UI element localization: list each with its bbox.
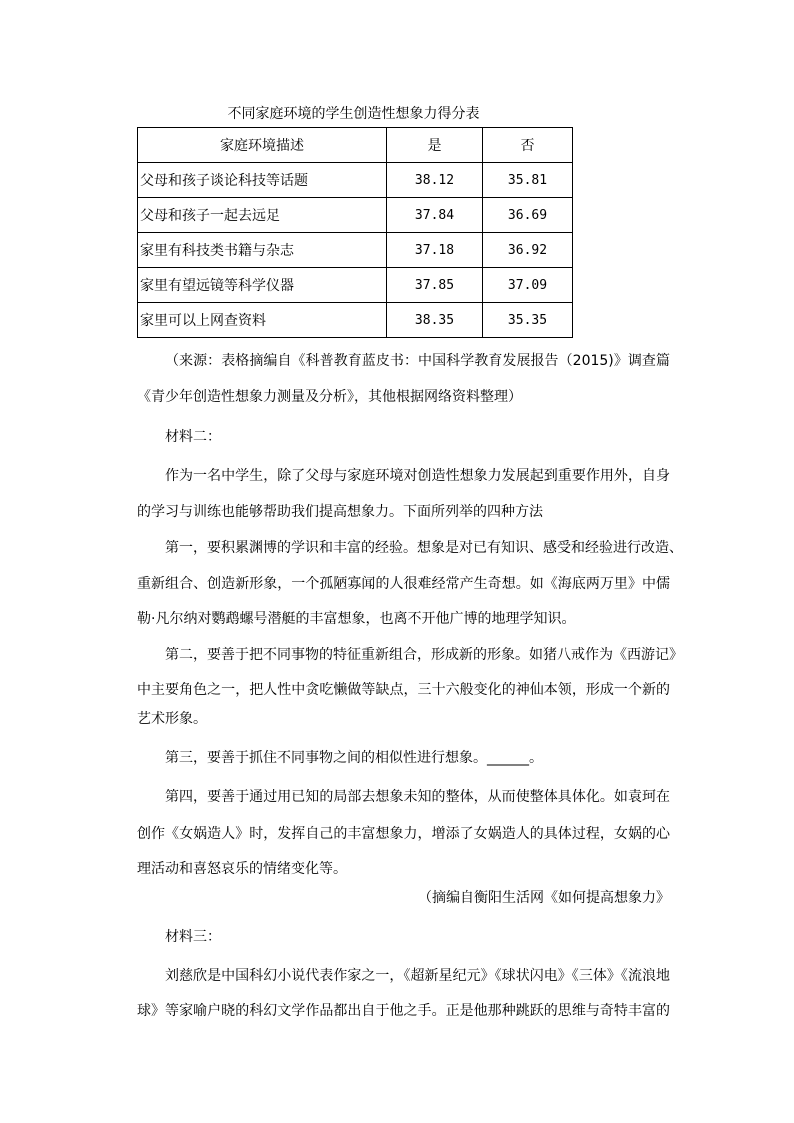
paragraph-line: 作为一名中学生，除了父母与家庭环境对创造性想象力发展起到重要作用外，自身 [165, 468, 670, 484]
cell-description: 家里有望远镜等科学仪器 [138, 268, 387, 303]
header-description: 家庭环境描述 [138, 128, 387, 163]
cell-no: 36.92 [483, 233, 573, 268]
paragraph-line: 勒·凡尔纳对鹦鹉螺号潜艇的丰富想象，也离不开他广博的地理学知识。 [137, 611, 576, 627]
cell-no: 35.81 [483, 163, 573, 198]
material2-source: （摘编自衡阳生活网《如何提高想象力》 [418, 890, 670, 906]
table-row [138, 303, 573, 338]
table-source-line: （来源：表格摘编自《科普教育蓝皮书：中国科学教育发展报告（2015)》调查篇 [165, 353, 670, 369]
paragraph-line: 第四，要善于通过用已知的局部去想象未知的整体，从而使整体具体化。如袁珂在 [165, 789, 670, 805]
paragraph-line: 中主要角色之一，把人性中贪吃懒做等缺点，三十六般变化的神仙本领，形成一个新的 [137, 682, 670, 698]
table-header-row [138, 128, 573, 163]
table-row [138, 198, 573, 233]
cell-yes: 37.85 [387, 268, 483, 303]
cell-yes: 38.35 [387, 303, 483, 338]
paragraph-line: 第一，要积累渊博的学识和丰富的经验。想象是对已有知识、感受和经验进行改造、 [165, 540, 683, 556]
material2-heading: 材料二： [165, 429, 221, 445]
table-title: 不同家庭环境的学生创造性想象力得分表 [227, 106, 480, 122]
cell-description: 家里有科技类书籍与杂志 [138, 233, 387, 268]
table-row [138, 268, 573, 303]
header-no: 否 [483, 128, 573, 163]
paragraph-line: 刘慈欣是中国科幻小说代表作家之一，《超新星纪元》《球状闪电》《三体》《流浪地 [165, 968, 670, 984]
table-row [138, 163, 573, 198]
paragraph-line: 创作《女娲造人》时，发挥自己的丰富想象力，增添了女娲造人的具体过程，女娲的心 [137, 826, 670, 842]
cell-description: 父母和孩子谈论科技等话题 [138, 163, 387, 198]
cell-no: 37.09 [483, 268, 573, 303]
cell-description: 父母和孩子一起去远足 [138, 198, 387, 233]
cell-description: 家里可以上网查资料 [138, 303, 387, 338]
table-row [138, 233, 573, 268]
paragraph-line: 第二，要善于把不同事物的特征重新组合，形成新的形象。如猪八戒作为《西游记》 [165, 647, 683, 663]
paragraph-line: 的学习与训练也能够帮助我们提高想象力。下面所列举的四种方法 [137, 504, 543, 520]
cell-yes: 37.84 [387, 198, 483, 233]
table-source-line: 《青少年创造性想象力测量及分析》，其他根据网络资料整理） [137, 389, 522, 405]
material3-heading: 材料三： [165, 929, 221, 945]
score-table [137, 127, 573, 338]
cell-no: 35.35 [483, 303, 573, 338]
cell-yes: 38.12 [387, 163, 483, 198]
cell-yes: 37.18 [387, 233, 483, 268]
paragraph-line: 艺术形象。 [137, 711, 207, 727]
paragraph-line: 理活动和喜怒哀乐的情绪变化等。 [137, 861, 347, 877]
paragraph-line: 第三，要善于抓住不同事物之间的相似性进行想象。______。 [165, 750, 543, 766]
header-yes: 是 [387, 128, 483, 163]
paragraph-line: 重新组合、创造新形象，一个孤陋寡闻的人很难经常产生奇想。如《海底两万里》中儒 [137, 576, 670, 592]
cell-no: 36.69 [483, 198, 573, 233]
paragraph-line: 球》等家喻户晓的科幻文学作品都出自于他之手。正是他那种跳跃的思维与奇特丰富的 [137, 1003, 670, 1019]
